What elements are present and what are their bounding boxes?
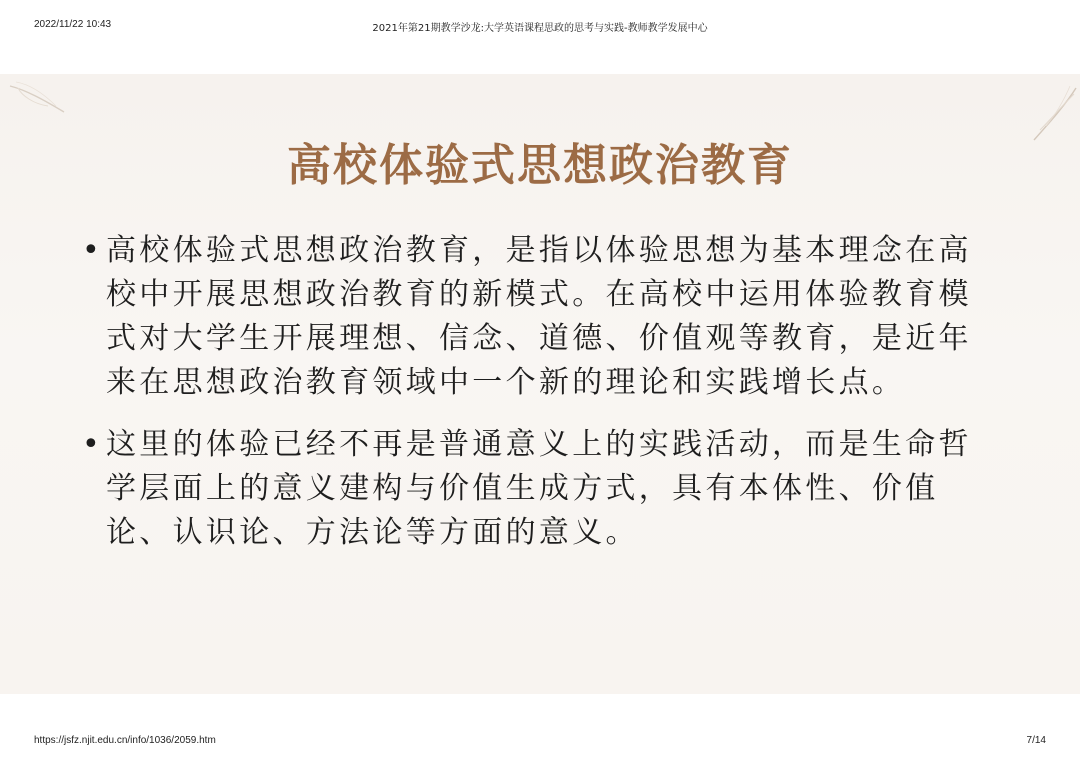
bullet-item <box>80 229 1000 405</box>
feather-left-icon <box>8 76 68 116</box>
print-url: https://jsfz.njit.edu.cn/info/1036/2059.htm <box>34 735 216 746</box>
page-indicator: 7/14 <box>1026 735 1046 746</box>
bullet-icon: • <box>82 233 103 268</box>
bullet-text: 高校体验式思想政治教育，是指以体验思想为基本理念在高校中开展思想政治教育的新模式。在高校中运用体验教育模式对大学生开展理想、信念、道德、价值观等教育，是近年来在思想政治教育领域中一个新的理论和实践增长点。 <box>106 233 972 400</box>
print-page-title: 2021年第21期教学沙龙:大学英语课程思政的思考与实践-教师教学发展中心 <box>372 23 708 34</box>
print-date: 2022/11/22 10:43 <box>34 19 112 30</box>
bullet-list <box>80 229 1000 573</box>
slide-title: 高校体验式思想政治教育 <box>287 140 793 191</box>
bullet-icon: • <box>82 427 103 462</box>
bullet-text: 这里的体验已经不再是普通意义上的实践活动，而是生命哲学层面上的意义建构与价值生成方式，具有本体性、价值论、认识论、方法论等方面的意义。 <box>106 427 972 550</box>
bullet-item <box>80 423 1000 555</box>
slide <box>0 74 1080 694</box>
